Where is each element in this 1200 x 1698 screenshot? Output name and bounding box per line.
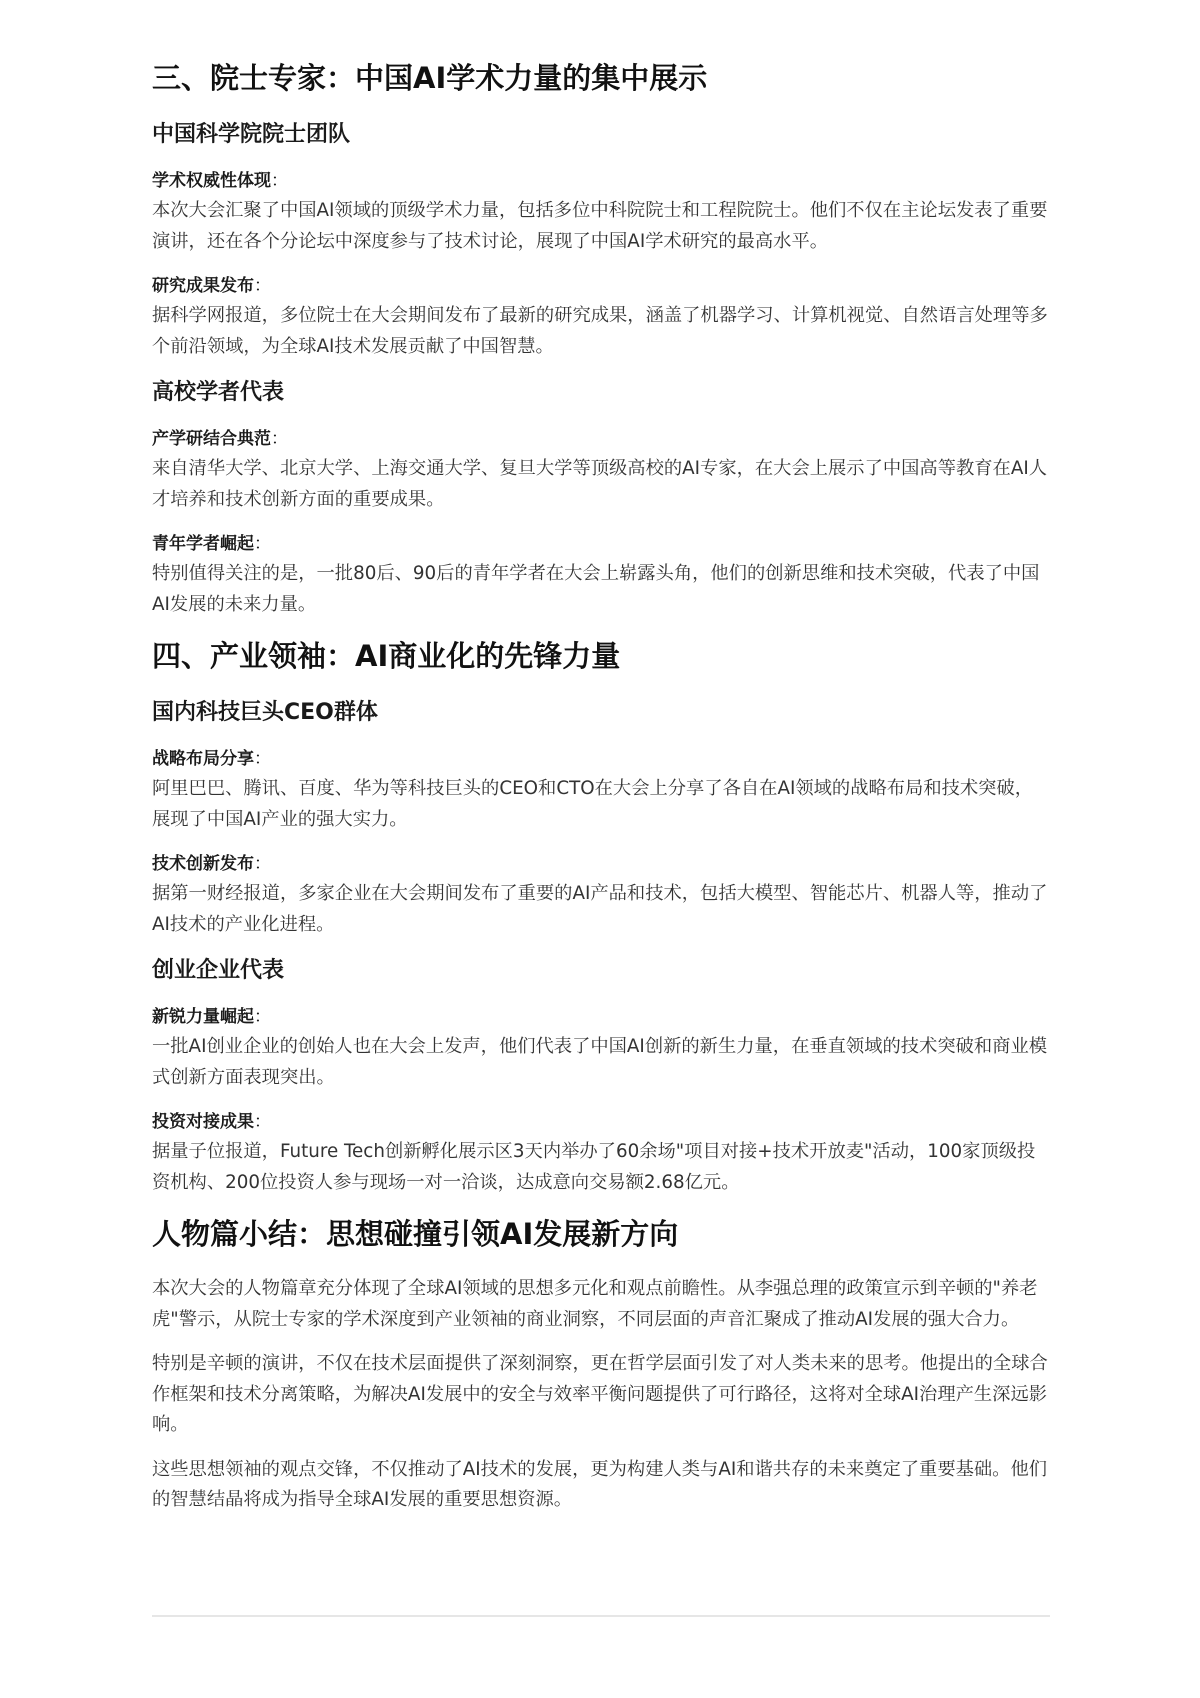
item-label: 研究成果发布： (152, 276, 271, 296)
item-label: 技术创新发布： (152, 854, 271, 874)
subsection-heading: 中国科学院院士团队 (152, 122, 351, 147)
section-heading: 三、院士专家：中国AI学术力量的集中展示 (152, 61, 708, 95)
item-text: 来自清华大学、北京大学、上海交通大学、复旦大学等顶级高校的AI专家，在大会上展示了中国高等教育在AI人才培养和技术创新方面的重要成果。 (152, 458, 1048, 510)
item-text: 一批AI创业企业的创始人也在大会上发声，他们代表了中国AI创新的新生力量，在垂直领域的技术突破和商业模式创新方面表现突出。 (152, 1036, 1048, 1088)
item-text: 据量子位报道，Future Tech创新孵化展示区3天内举办了60余场"项目对接+技术开放麦"活动，100家顶级投资机构、200位投资人参与现场一对一洽谈，达成意向交易额2.68亿元。 (152, 1141, 1036, 1193)
item-text: 阿里巴巴、腾讯、百度、华为等科技巨头的CEO和CTO在大会上分享了各自在AI领域的战略布局和技术突破，展现了中国AI产业的强大实力。 (152, 778, 1034, 830)
subsection-heading: 高校学者代表 (152, 380, 285, 405)
summary-paragraph: 特别是辛顿的演讲，不仅在技术层面提供了深刻洞察，更在哲学层面引发了对人类未来的思考。他提出的全球合作框架和技术分离策略，为解决AI发展中的安全与效率平衡问题提供了可行路径，这将对全球AI治理产生深远影响。 (152, 1353, 1048, 1435)
summary-paragraph: 本次大会的人物篇章充分体现了全球AI领域的思想多元化和观点前瞻性。从李强总理的政策宣示到辛顿的"养老虎"警示，从院士专家的学术深度到产业领袖的商业洞察，不同层面的声音汇聚成了推动AI发展的强大合力。 (152, 1278, 1038, 1330)
item-text: 据科学网报道，多位院士在大会期间发布了最新的研究成果，涵盖了机器学习、计算机视觉、自然语言处理等多个前沿领域，为全球AI技术发展贡献了中国智慧。 (152, 305, 1048, 357)
subsection-heading: 国内科技巨头CEO群体 (152, 700, 378, 725)
summary-paragraph: 这些思想领袖的观点交锋，不仅推动了AI技术的发展，更为构建人类与AI和谐共存的未来奠定了重要基础。他们的智慧结晶将成为指导全球AI发展的重要思想资源。 (152, 1458, 1048, 1510)
item-text: 据第一财经报道，多家企业在大会期间发布了重要的AI产品和技术，包括大模型、智能芯片、机器人等，推动了AI技术的产业化进程。 (152, 883, 1048, 935)
subsection-heading: 创业企业代表 (152, 958, 285, 983)
summary-heading: 人物篇小结：思想碰撞引领AI发展新方向 (152, 1217, 679, 1251)
divider (152, 1615, 1050, 1617)
item-label: 战略布局分享： (152, 749, 271, 769)
item-label: 产学研结合典范： (152, 429, 288, 449)
item-label: 青年学者崛起： (152, 534, 271, 554)
summary-section (152, 1212, 1050, 1516)
section-heading: 四、产业领袖：AI商业化的先锋力量 (152, 639, 621, 673)
article-body (152, 56, 1050, 1530)
item-text: 特别值得关注的是，一批80后、90后的青年学者在大会上崭露头角，他们的创新思维和技术突破，代表了中国AI发展的未来力量。 (152, 563, 1040, 615)
item-label: 投资对接成果： (152, 1112, 271, 1132)
item-label: 新锐力量崛起： (152, 1007, 271, 1027)
item-text: 本次大会汇聚了中国AI领域的顶级学术力量，包括多位中科院院士和工程院院士。他们不仅在主论坛发表了重要演讲，还在各个分论坛中深度参与了技术讨论，展现了中国AI学术研究的最高水平。 (152, 200, 1048, 252)
item-label: 学术权威性体现： (152, 171, 288, 191)
